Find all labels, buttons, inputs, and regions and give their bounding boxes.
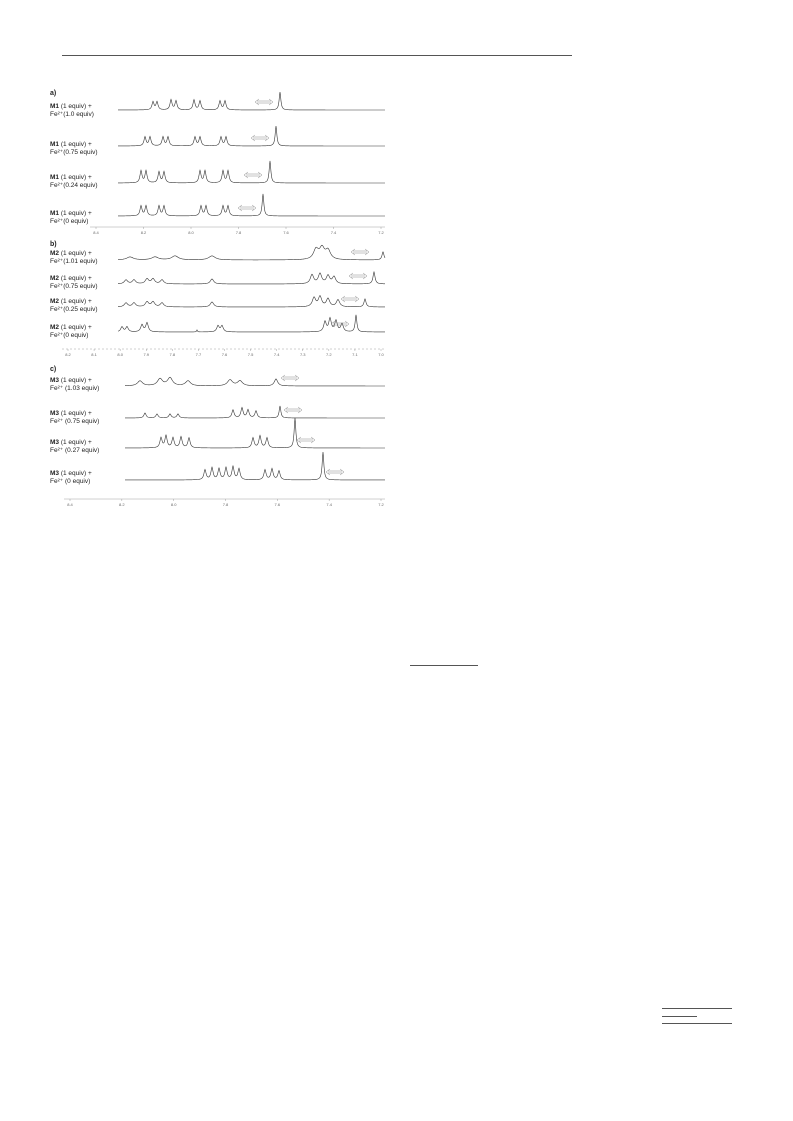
x-tick-label: 7.2 <box>326 352 332 357</box>
shift-arrow-icon <box>349 273 367 279</box>
shift-arrow-icon <box>251 135 269 141</box>
footer-rule-1 <box>662 1008 732 1009</box>
x-tick-label: 7.1 <box>352 352 358 357</box>
x-tick-label: 8.2 <box>65 352 71 357</box>
shift-arrow-icon <box>244 172 262 178</box>
x-tick-label: 7.2 <box>378 230 384 235</box>
spectra-plot <box>50 88 390 508</box>
footer-rule-3 <box>662 1023 732 1024</box>
x-tick-label: 8.0 <box>188 230 194 235</box>
x-tick-label: 7.7 <box>195 352 202 357</box>
x-tick-label: 7.2 <box>378 502 384 507</box>
x-tick-label: 7.5 <box>247 352 254 357</box>
trace-label: M1 (1 equiv) + Fe²⁺(0.24 equiv) <box>50 174 98 189</box>
spectrum-trace <box>125 418 385 448</box>
spectrum-trace <box>118 126 385 146</box>
spectrum-trace <box>118 272 385 284</box>
panel-c-label: c) <box>50 366 57 373</box>
footer-rule-2 <box>662 1016 697 1017</box>
shift-arrow-icon <box>284 407 302 413</box>
spectrum-trace <box>125 377 385 386</box>
panel-a-label: a) <box>50 90 57 97</box>
shift-arrow-icon <box>255 99 273 105</box>
x-tick-label: 8.2 <box>140 230 147 235</box>
nmr-titration-figure <box>50 88 390 508</box>
shift-arrow-icon <box>297 437 315 443</box>
spectrum-trace <box>118 194 385 216</box>
x-tick-label: 7.0 <box>378 352 384 357</box>
trace-label: M2 (1 equiv) + Fe²⁺(1.01 equiv) <box>50 250 98 265</box>
x-tick-label: 8.0 <box>170 502 177 507</box>
shift-arrow-icon <box>238 205 256 211</box>
x-tick-label: 7.8 <box>235 230 242 235</box>
shift-arrow-icon <box>351 249 369 255</box>
trace-label: M2 (1 equiv) + Fe²⁺(0.75 equiv) <box>50 275 98 290</box>
x-tick-label: 8.4 <box>93 230 99 235</box>
x-tick-label: 7.8 <box>222 502 229 507</box>
footnote-rule-middle <box>410 665 478 666</box>
x-tick-label: 7.4 <box>326 502 332 507</box>
x-tick-label: 7.6 <box>283 230 289 235</box>
header-rule <box>62 55 572 56</box>
x-tick-label: 7.3 <box>299 352 306 357</box>
panel-b-label: b) <box>50 241 57 248</box>
x-tick-label: 8.2 <box>119 502 125 507</box>
x-tick-label: 8.4 <box>67 502 73 507</box>
shift-arrow-icon <box>341 296 359 302</box>
spectrum-trace <box>118 245 385 260</box>
trace-label: M2 (1 equiv) + Fe²⁺(0.25 equiv) <box>50 298 98 313</box>
spectrum-trace <box>118 296 385 307</box>
trace-label: M3 (1 equiv) + Fe²⁺ (1.03 equiv) <box>50 377 100 392</box>
shift-arrow-icon <box>331 321 349 327</box>
trace-label: M1 (1 equiv) + Fe²⁺(0.75 equiv) <box>50 141 98 156</box>
shift-arrow-icon <box>326 469 344 475</box>
spectrum-trace <box>125 452 385 480</box>
trace-label: M3 (1 equiv) + Fe²⁺ (0.75 equiv) <box>50 410 100 425</box>
x-tick-label: 7.4 <box>273 352 280 357</box>
x-tick-label: 7.4 <box>330 230 337 235</box>
spectrum-trace <box>125 406 385 418</box>
spectrum-trace <box>118 92 385 110</box>
x-tick-label: 7.6 <box>221 352 228 357</box>
spectrum-trace <box>118 315 385 332</box>
x-tick-label: 7.9 <box>143 352 150 357</box>
trace-label: M2 (1 equiv) + Fe²⁺(0 equiv) <box>50 324 92 339</box>
trace-label: M1 (1 equiv) + Fe²⁺(1.0 equiv) <box>50 103 94 118</box>
trace-label: M3 (1 equiv) + Fe²⁺ (0.27 equiv) <box>50 439 100 454</box>
x-tick-label: 8.0 <box>117 352 123 357</box>
shift-arrow-icon <box>281 375 299 381</box>
trace-label: M3 (1 equiv) + Fe²⁺ (0 equiv) <box>50 470 92 485</box>
x-tick-label: 8.1 <box>91 352 97 357</box>
x-tick-label: 7.8 <box>169 352 176 357</box>
x-tick-label: 7.6 <box>274 502 281 507</box>
spectrum-trace <box>118 161 385 183</box>
trace-label: M1 (1 equiv) + Fe²⁺(0 equiv) <box>50 210 92 225</box>
